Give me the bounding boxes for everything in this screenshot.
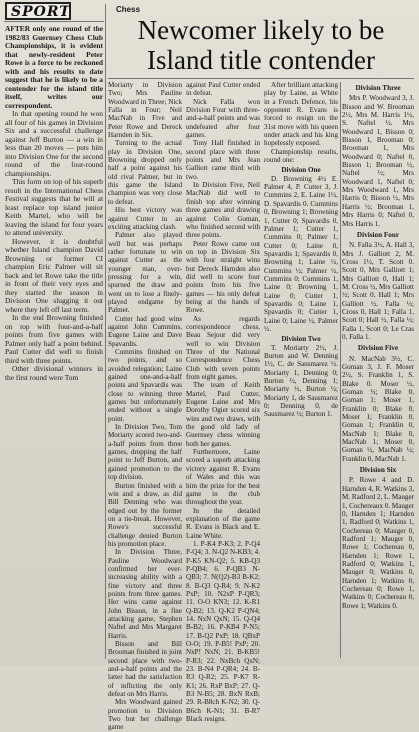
body-paragraph: Furthermore, Laine scored a superb attacking victory against R. Evans of Wales and this was him the prize for the best game in the club throughout the year. — [186, 448, 260, 507]
game-moves: 1. P-K4 P-K3; 2. P-Q4 P-Q4; 3. N-Q2 N-KB3; 4. P-K5 KN-Q2; 5. KB-Q3 P-QB4; 6. P-QB3 N-QB3; 7. N(Q2)-B3 B-K2; 8. B-Q3 Q-R4; 9. N-K2 PxP; 10. N2xP P-QR3; 11. O-O KN3; 12. K-R1 Q-B2; 13. Q-K2 P-QN4; 14. NxN QxN; 15. Q-Q4 B-B2; 16. P-KB4 P-N5; 17. B-Q2 PxP; 18. QBxP O-O; 19. P-B5! PxP; 20. NxP! NxN; 21. B-KB5! P-R3; 22. NxBch QxN; 23. B-N4 P-QR4; 24. B-R3 Q-R2; 25. P-K7 R-K1; 26. RxP BxP; 27. Q-B3 N-B5; 28. BxN RxB; 29. R-B8ch K-N2; 30. Q-B6ch K-N1; 31. B-R7 Black resigns. — [186, 539, 260, 724]
lead-paragraph: Other divisional winners in the first round were Tom — [5, 364, 103, 382]
division-results: D. Browning 4½ E. Palmer 4, P. Cutter 3, J. Cummins 2, E. Laine 1½, D. Spavardis 0. Cummins 0, Browning 1; Browning 1, Cutter 0; Spavardis 0, Palmer 1; Cutter 1, Cummins 0; Palmer 1, Cutter 0; Laine 0, Spavardis 1; Spavardis 0, Browning 1; Laine ½, Cummins ½; Palmer ½, Cummins 0; Cummins 1, Laine 0; Browning 1, Laine 0; Cutter 1, Spavardis 0; Laine 1, Spavardis 0; Cutter 1, Laine 0; Laine ½, Palmer ½. — [264, 174, 338, 333]
body-paragraph: In Division Three, Pauline Woodward confirmed her ever-increasing ability with a fine victory and three points from three games. Her wins came against John Bisson, in a fine attacking game, Stephen Naftel and Mrs Margaret Harris. — [108, 548, 182, 640]
body-paragraph: In Division Two, Tom Moriarty scored two-and-a-half points from three games, dropping the half point to Jeff Burton, and gained promotion to the top division. — [108, 423, 182, 482]
headline-rule — [108, 78, 414, 79]
division-results: N. Falla 3½, A. Hall 3, Mrs J. Galliott 2, M. Cross 1½, T. Scott 0. Scott 0, Mrs Galliott 1; Mrs Galliott 0, Hall 1; M. Cross ½, Mrs Galliott ½; Scott 0, Hall 1; Mrs Galliott ½, Falla ½; Cross 0, Hall 1; Falla 1, Scott 0; Hall ½, Falla ½; Falla 1, Scott 0; Le Cras 0, Falla 1. — [342, 241, 414, 341]
body-paragraph: Cutter had good wins against John Cummins, Eugene Laine and Dave Spavardis. — [108, 314, 182, 348]
column-rule — [340, 82, 341, 658]
body-paragraph: Mrs Woodward gained promotion to Division Two but her challenge game — [108, 698, 182, 732]
section-rule — [4, 21, 104, 22]
body-paragraph: Bisson and Bill Brooman finished in joint second place with two-and-a-half points and the latter had the satisfaction of inflicting the only defeat on Mrs Harris. — [108, 640, 182, 699]
body-paragraph: Cummins finished on two points, and so avoided relegation; Laine gained one-and-a-half points and Spavardis was close to winning three games but unfortunately ended without a single point. — [108, 348, 182, 423]
division-heading: Division Four — [356, 230, 400, 239]
body-paragraph: As regards correspondence chess, Beau Sejour did very well to win Division Three of the National Correspondence Chess Club with seven points from eight games. — [186, 314, 260, 382]
lead-paragraph: AFTER only one round of the 1982/83 Guernsey Chess Club Championships, it is evident that newly-resident Peter Rowe is a force to be reckoned with and his results to date suggest that he is likely to be a contender for the island title itself, writes our correspondent. — [5, 24, 103, 110]
body-paragraph: In Division Five, Neil MacNab did well to finish top after winning three games and drawing against Colin Goman, who finished second with three points. — [186, 181, 260, 240]
division-results: Mrs P. Woodward 3, J. Bisson and W. Brooman 2½, Mrs M. Harris 1½, S. Naftel ½. Mrs Woodward 1, Bisson 0; Bisson 1, Brooman 0; Brooman 1, Mrs Woodward 0; Naftel 0, Bisson 1; Brooman ½, Naftel ½; Mrs Woodward 1, Naftel 0; Mrs Woodward 1, Mrs Harris 0; Bisson ½, Mrs Harris ½; Brooman 1, Mrs Harris 0; Naftel 0, Mrs Harris 1. — [342, 94, 414, 228]
division-heading: Division Six — [359, 466, 397, 475]
body-paragraph: Palmer also played well but was perhaps rather fortunate to win against Cutter as the younger man, over-pressing for a win, spurned the draw and went on to lose a finely-played endgame by Palmer. — [108, 231, 182, 315]
body-column-2 — [108, 81, 182, 732]
body-paragraph: In the detailed explanation of the game R. Evans is Black and E. Laine White. — [186, 506, 260, 540]
headline: Newcomer likely to be Island title contender — [137, 15, 385, 75]
section-label: SPORT — [11, 4, 71, 20]
body-paragraph: After brilliant attacking play by Laine, as White in a French Defence, his opponent R. Evans is forced to resign on the 31st move with his queen under attack and his king hopelessly exposed. — [264, 81, 338, 148]
body-paragraph: Burton finished with a win and a draw, as did Bill Denning who was edged out by the former on a tie-break. However, Rowe's successful challenge denied Burton his promotion place. — [108, 481, 182, 548]
lead-paragraph: In the end Browning finished on top with four-and-a-half points from five games with Palmer only half a point behind. Paul Cutter did well to finish third with three points. — [5, 313, 103, 365]
body-paragraph: Turning to the actual play in Division One, Browning dropped only half a point against his old rival Palmer, but in this game the Island champion was very close to defeat. — [108, 139, 182, 206]
lead-paragraph: However, it is doubtful whether Island champion David Browning or former CI champion Eric Palmer will sit back and let Rowe take the title in front of their very eyes and they started the season in Division One slugging it out where they left off last term. — [5, 236, 103, 314]
results-column-continued — [342, 81, 414, 610]
results-label: Championship results, round one: — [264, 147, 338, 165]
column-rule — [105, 4, 106, 659]
body-paragraph: Nick Falla won Division Four with three-and-a-half points and was undefeated after four games. — [186, 97, 260, 140]
division-results: T. Moriarty 2½, J. Burton and W. Denning 1½, C. de Sausmarez ½. Moriarty 1, Denning 0; Burton ½, Denning 1; Moriarty ½, Burton ½; Moriarty 1, de Sausmarez 0; Denning 0, de Sausmarez ½; Burton 1. — [264, 343, 338, 419]
lead-paragraph: In that opening round he won all four of his games in Division Six and a successful challenge against Jeff Burton — a win in less than 20 moves — puts him into Division One for the second round of the four-round championships. — [5, 109, 103, 178]
division-heading: Division Five — [357, 344, 399, 353]
division-results: N. MacNab 3½, C. Goman 3, J. F. Moser 2½, S. Franklin 1, S. Blake 0. Moser ½, Goman ½; Blake 0, Goman 1; Moser 1, Franklin 0; Blake 0, Moser 1; Franklin 0, Goman 1; Franklin 0, MacNab 1; Blake 0, MacNab 1; Moser 0, Goman ½, MacNab ½; Franklin 0, MacNab 1. — [342, 354, 414, 463]
division-results: P. Rowe 4 and D. Harnden 4, R. Watkins 3, M. Radford 2, L. Mauger 1, Cochereaux 0. Mauger 0, Harnden 1; Harnden 1, Radford 0; Watkins 1, Cochereau 0; Mauger 0, Radford 1; Mauger 0, Rowe 1; Cochereau 0, Harnden 1; Rowe 1, Radford 0; Watkins 1, Mauger 0; Watkins 0, Harnden 1; Watkins 0, Cochereau 0; Rowe 1, Watkins 0; Cochereau 0, Rowe 1; Watkins 0. — [342, 476, 414, 610]
results-column — [264, 81, 338, 419]
lead-paragraph: This form on top of his superb result in the International Chess Festival suggests that he will at least replace top island junior Keith Martel, who will be leaving the island for four years to attend university. — [5, 177, 103, 237]
section-label-box — [5, 2, 71, 20]
body-paragraph: Peter Rowe came out on top in Division Six with four straight wins but Dereck Harnden also did well to score four points from his five games — his only defeat being at the hands of Rowe. — [186, 239, 260, 315]
body-paragraph: against Paul Cutter ended in defeat. — [186, 81, 260, 98]
body-paragraph: Tony Hall finished in second place with three points and Mrs Jean Galliott came third with two. — [186, 139, 260, 181]
body-paragraph: Moriarty in Division Two; Mrs Pauline Woodward in Three; Nick Falla in Four; Neil MacNab in Five and Peter Rowe and Dereck Harnden in Six. — [108, 81, 182, 140]
body-column-3 — [186, 81, 260, 723]
division-heading: Division One — [281, 166, 321, 175]
lead-column — [5, 25, 103, 382]
division-heading: Division Two — [281, 335, 321, 344]
division-heading: Division Three — [355, 84, 401, 92]
kicker: Chess — [116, 5, 141, 14]
body-paragraph: His best victory was against Cutter in an exciting attacking clash. — [108, 206, 182, 231]
body-paragraph: The team of Keith Martel, Paul Cutter, Eugene Laine and Mrs Dorothy Ogier scored six wins and two draws, with the good old lady of Guernsey chess winning both her games. — [186, 381, 260, 448]
